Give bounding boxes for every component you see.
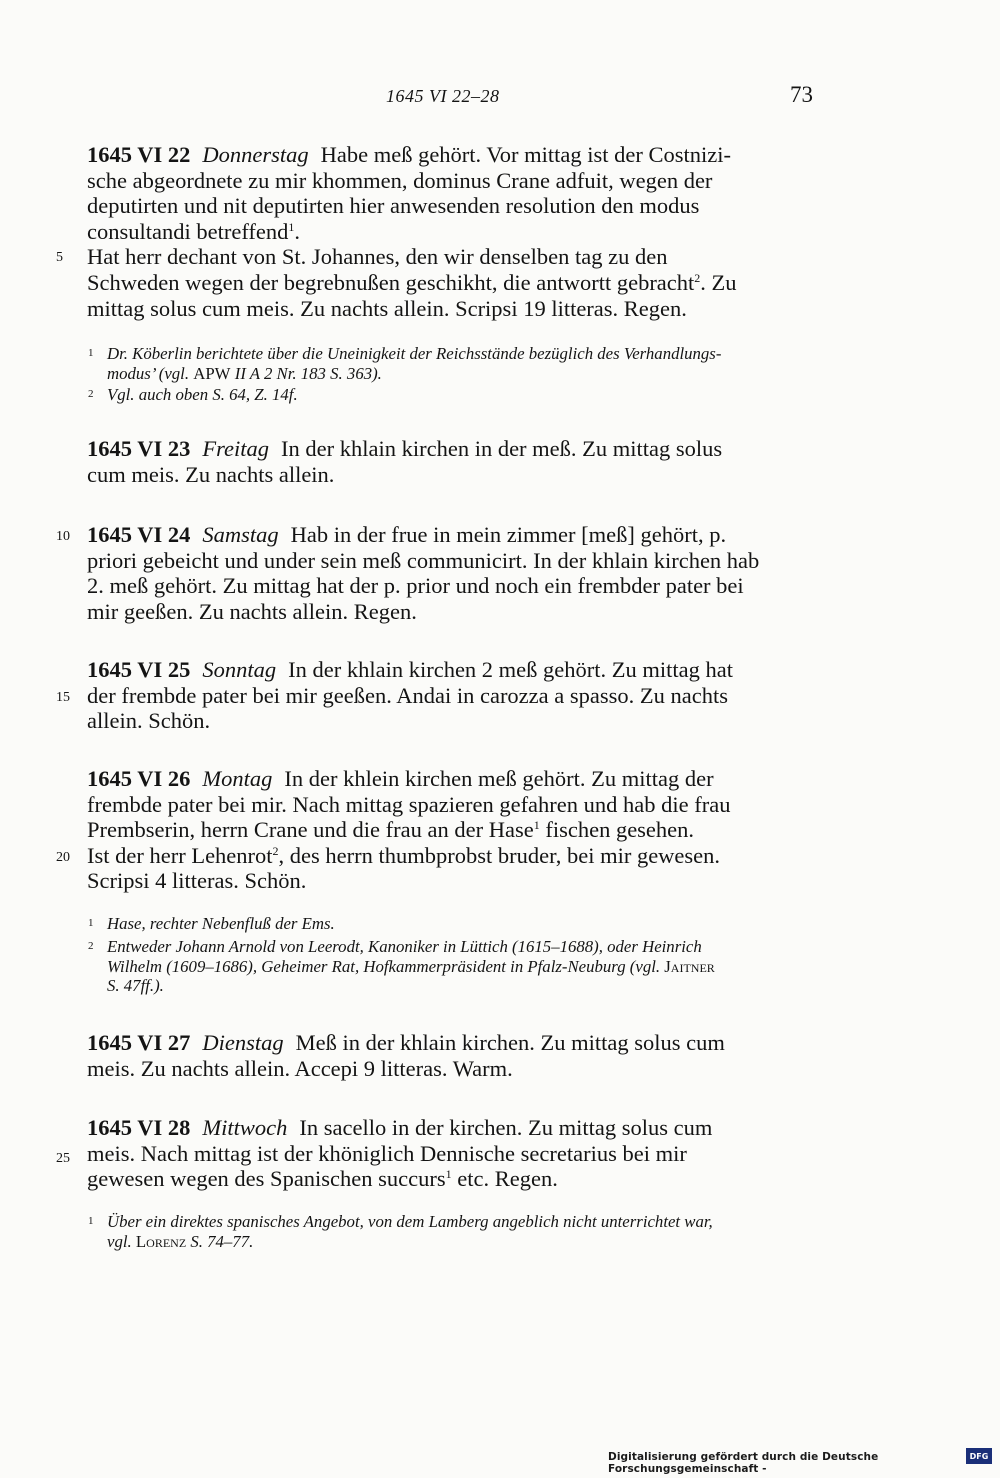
footnote-text: modus’ (vgl. (107, 363, 194, 383)
entry-date: 1645 VI 24 (87, 522, 191, 547)
entry-date: 1645 VI 27 (87, 1030, 191, 1055)
entry-text: Ist der herr Lehenrot (87, 842, 273, 868)
entry-text: Scripsi 4 litteras. Schön. (87, 868, 307, 894)
running-head: 1645 VI 22–28 (386, 86, 500, 106)
footnote-mark: 1 (533, 818, 540, 833)
entry-text: In sacello in der kirchen. Zu mittag solus cum (299, 1115, 713, 1140)
entry-text: fischen gesehen. (539, 817, 695, 843)
footnote-number: 1 (88, 1215, 94, 1227)
diary-entry: 1645 VI 22 Donnerstag Habe meß gehört. Vor mittag ist der Costnizi- sche abgeordnete zu mir khommen, dominus Crane adfuit, wegen der deputirten und nit deputirten hier anwesenden resolution den modus consultandi betreffend$^1$. Hat herr dechant von St. Johannes, den wir denselben tag zu den Schweden wegen der begrebnußen geschikht, die antwortt gebracht$^2$. Zu mittag solus cum meis. Zu nachts allein. Scripsi 19 litteras. Regen. (87, 142, 815, 321)
footnote (88, 344, 814, 383)
entry-text: In der khlain kirchen 2 meß gehört. Zu mittag hat (288, 657, 733, 682)
entry-text: Hat herr dechant von St. Johannes, den wir denselben tag zu den (87, 244, 668, 270)
diary-entry (87, 766, 815, 894)
entry-text: In der khlain kirchen in der meß. Zu mittag solus (281, 436, 723, 461)
digitization-credit: Digitalisierung gefördert durch die Deutsche Forschungsgemeinschaft - (608, 1451, 879, 1475)
entry-date: 1645 VI 23 (87, 436, 191, 461)
entry-date: 1645 VI 26 (87, 766, 191, 791)
dfg-logo-icon: DFG (966, 1448, 992, 1464)
footnote (88, 385, 814, 405)
line-number: 5 (56, 250, 63, 265)
footnote-text: Entweder Johann Arnold von Leerodt, Kanoniker in Lüttich (1615–1688), oder Heinrich (107, 937, 702, 956)
entry-text: mir geeßen. Zu nachts allein. Regen. (87, 598, 417, 624)
footnote-text: S. 74–77. (186, 1231, 254, 1251)
entry-text: meis. Nach mittag ist der khöniglich Dennische secretarius bei mir (87, 1140, 687, 1166)
footnote-text: Dr. Köberlin berichtete über die Uneinigkeit der Reichsstände bezüglich des Verhandlungs- (107, 344, 722, 363)
entry-text: In der khlein kirchen meß gehört. Zu mittag der (284, 766, 714, 791)
entry-text: sche abgeordnete zu mir khommen, dominus Crane adfuit, wegen der (87, 167, 713, 193)
entry-weekday: Donnerstag (202, 142, 309, 167)
footnote-text: II A 2 Nr. 183 S. 363). (230, 363, 382, 383)
entry-text: gewesen wegen des Spanischen succurs (87, 1166, 446, 1192)
line-number: 25 (56, 1151, 70, 1166)
entry-text: , des herrn thumbprobst bruder, bei mir gewesen. (278, 842, 721, 868)
entry-text: allein. Schön. (87, 708, 211, 734)
entry-text: cum meis. Zu nachts allein. (87, 461, 335, 487)
footnote-reference: Lorenz (135, 1231, 187, 1251)
footnote-reference: APW (193, 363, 231, 383)
footnote-number: 2 (88, 940, 94, 952)
entry-text: consultandi betreffend (87, 218, 289, 244)
footnote-mark: 1 (445, 1167, 452, 1182)
diary-entry (87, 436, 815, 487)
footnote-text: Hase, rechter Nebenfluß der Ems. (107, 914, 335, 933)
entry-text: deputirten und nit deputirten hier anwesenden resolution den modus (87, 193, 700, 219)
entry-text: . Zu (700, 269, 737, 295)
entry-weekday: Samstag (202, 522, 279, 547)
page-number: 73 (790, 82, 813, 107)
entry-text: meis. Zu nachts allein. Accepi 9 litteras. Warm. (87, 1055, 513, 1081)
entry-text: der frembde pater bei mir geeßen. Andai in carozza a spasso. Zu nachts (87, 682, 728, 708)
entry-text: 2. meß gehört. Zu mittag hat der p. prior und noch ein frembder pater bei (87, 573, 744, 599)
footnote-number: 1 (88, 347, 94, 359)
diary-entry (87, 1030, 815, 1081)
entry-text: Habe meß gehört. Vor mittag ist der Costnizi- (320, 142, 731, 167)
footnote-mark: 1 (288, 219, 295, 234)
diary-entry (87, 1115, 815, 1192)
entry-text: priori gebeicht und under sein meß communicirt. In der khlain kirchen hab (87, 547, 760, 573)
entry-text: Hab in der frue in mein zimmer [meß] gehört, p. (290, 522, 727, 547)
footnote-mark: 2 (694, 270, 701, 285)
entry-text: frembde pater bei mir. Nach mittag spazieren gefahren und hab die frau (87, 791, 731, 817)
entry-text: mittag solus cum meis. Zu nachts allein. Scripsi 19 litteras. Regen. (87, 295, 687, 321)
footnote-text: vgl. (107, 1231, 136, 1251)
entry-weekday: Montag (202, 766, 273, 791)
entry-weekday: Dienstag (202, 1030, 284, 1055)
diary-entry (87, 657, 815, 734)
entry-text: Meß in der khlain kirchen. Zu mittag solus cum (295, 1030, 725, 1055)
entry-text: etc. Regen. (451, 1166, 558, 1192)
footnote-text: Über ein direktes spanisches Angebot, von dem Lamberg angeblich nicht unterrichtet war, (107, 1212, 713, 1231)
line-number: 10 (56, 529, 70, 544)
entry-weekday: Freitag (202, 436, 270, 461)
entry-text: Prembserin, herrn Crane und die frau an der Hase (87, 817, 534, 843)
footnote (88, 937, 814, 996)
entry-weekday: Sonntag (202, 657, 277, 682)
footnote-reference: Jaitner (664, 956, 715, 976)
entry-date: 1645 VI 25 (87, 657, 191, 682)
footnote (88, 1212, 814, 1251)
diary-entry (87, 522, 815, 624)
entry-date: 1645 VI 22 (87, 142, 191, 167)
entry-weekday: Mittwoch (202, 1115, 288, 1140)
footnote-number: 1 (88, 917, 94, 929)
entry-date: 1645 VI 28 (87, 1115, 191, 1140)
footnote-text: S. 47ff.). (107, 976, 164, 995)
entry-text: Schweden wegen der begrebnußen geschikht, die antwortt gebracht (87, 269, 695, 295)
footnote-text: Vgl. auch oben S. 64, Z. 14f. (107, 385, 298, 404)
footnote-text: Wilhelm (1609–1686), Geheimer Rat, Hofkammerpräsident in Pfalz-Neuburg (vgl. (107, 956, 665, 976)
footnote (88, 914, 814, 934)
footnote-number: 2 (88, 388, 94, 400)
line-number: 15 (56, 690, 70, 705)
line-number: 20 (56, 850, 70, 865)
footnote-mark: 2 (272, 843, 279, 858)
